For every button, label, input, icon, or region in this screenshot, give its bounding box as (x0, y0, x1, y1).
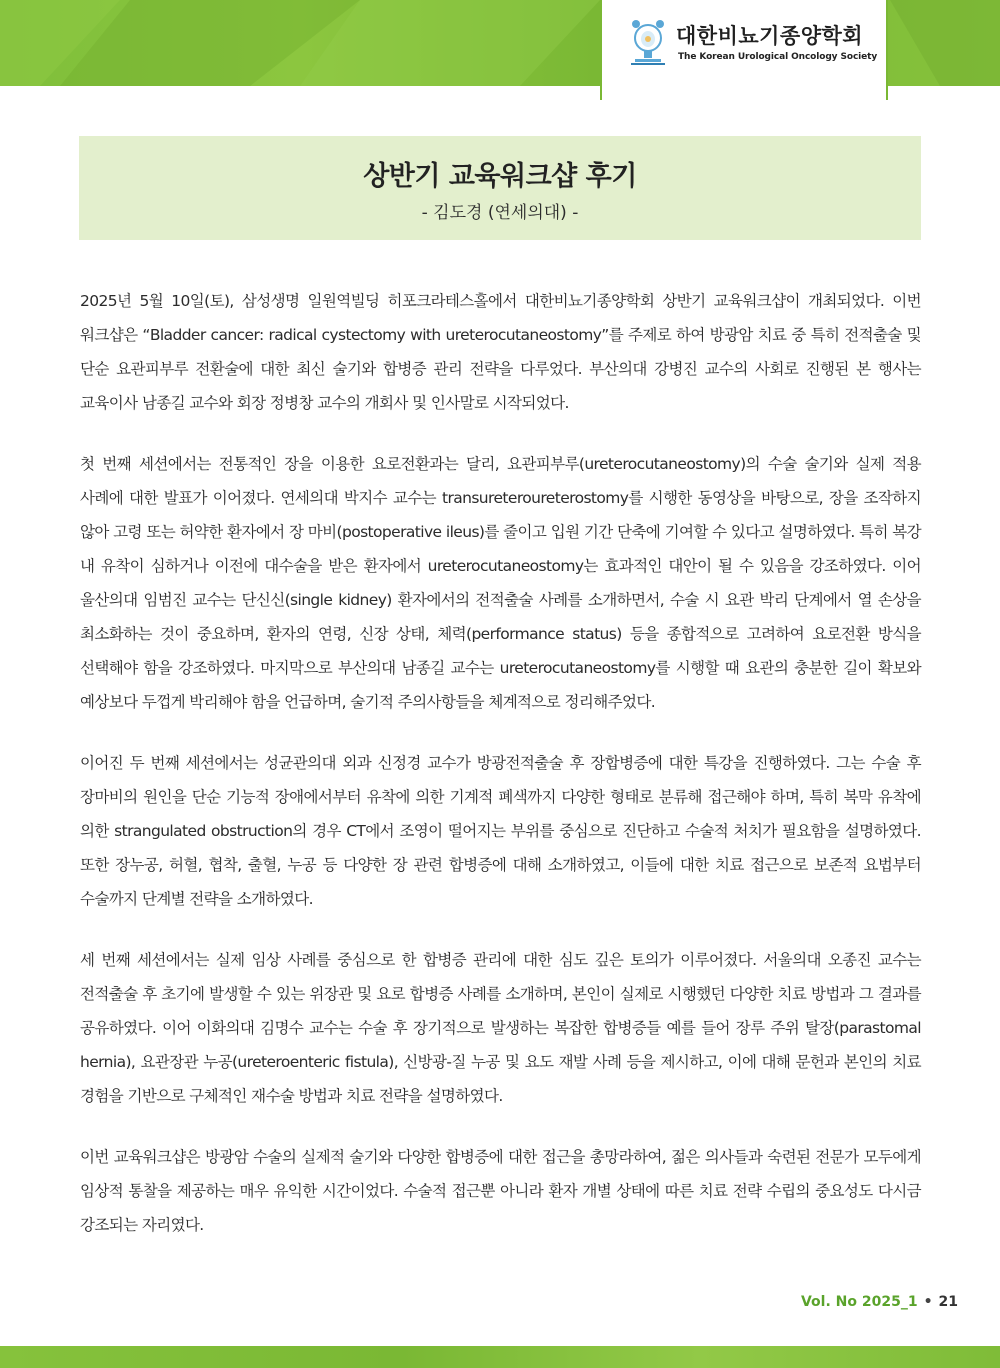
paragraph-4: 세 번째 세션에서는 실제 임상 사례를 중심으로 한 합병증 관리에 대한 심도 깊은 토의가 이루어졌다. 서울의대 오종진 교수는 전적출술 후 초기에 발생할 수 있는 위장관 및 요로 합병증 사례를 소개하며, 본인이 실제로 시행했던 다양한 치료 방법과 그 결과를 공유하였다. 이어 이화의대 김명수 교수는 수술 후 장기적으로 발생하는 복잡한 합병증들 예를 들어 장루 주위 탈장(parastomal hernia), 요관장관 누공(ureteroenteric fistula), 신방광-질 누공 및 요도 재발 사례 등을 제시하고, 이에 대해 문헌과 본인의 치료 경험을 기반으로 구체적인 재수술 방법과 치료 전략을 설명하였다. (80, 951, 921, 1105)
volume-label: Vol. No 2025_1 (800, 1294, 918, 1310)
society-logo (600, 0, 888, 100)
footer-band (0, 1346, 1000, 1368)
article-title: 상반기 교육워크샵 후기 (363, 161, 637, 192)
title-block (79, 136, 921, 240)
paragraph-5: 이번 교육워크샵은 방광암 수술의 실제적 술기와 다양한 합병증에 대한 접근을 총망라하여, 젊은 의사들과 숙련된 전문가 모두에게 임상적 통찰을 제공하는 매우 유익한 시간이었다. 수술적 접근뿐 아니라 환자 개별 상태에 따른 치료 전략 수립의 중요성도 다시금 강조되는 자리였다. (80, 1148, 921, 1234)
society-emblem-icon (627, 18, 669, 66)
paragraph-2: 첫 번째 세션에서는 전통적인 장을 이용한 요로전환과는 달리, 요관피부루(ureterocutaneostomy)의 수술 술기와 실제 적용 사례에 대한 발표가 이어졌다. 연세의대 박지수 교수는 transureteroureterostomy를 시행한 동영상을 바탕으로, 장을 조작하지 않아 고령 또는 허약한 환자에서 장 마비(postoperative ileus)를 줄이고 입원 기간 단축에 기여할 수 있다고 설명하였다. 특히 복강 내 유착이 심하거나 이전에 대수술을 받은 환자에서 ureterocutaneostomy는 효과적인 대안이 될 수 있음을 강조하였다. 이어 울산의대 임범진 교수는 단신신(single kidney) 환자에서의 전적출술 사례를 소개하면서, 수술 시 요관 박리 단계에서 열 손상을 최소화하는 것이 중요하며, 환자의 연령, 신장 상태, 체력(performance status) 등을 종합적으로 고려하여 요로전환 방식을 선택해야 함을 강조하였다. 마지막으로 부산의대 남종길 교수는 ureterocutaneostomy를 시행할 때 요관의 충분한 길이 확보와 예상보다 두껍게 박리해야 함을 언급하며, 술기적 주의사항들을 체계적으로 정리해주었다. (80, 455, 921, 711)
paragraph-1: 2025년 5월 10일(토), 삼성생명 일원역빌딩 히포크라테스홀에서 대한비뇨기종양학회 상반기 교육워크샵이 개최되었다. 이번 워크샵은 “Bladder cancer: radical cystectomy with ureterocutaneostomy”를 주제로 하여 방광암 치료 중 특히 전적출술 및 단순 요관피부루 전환술에 대한 최신 술기와 합병증 관리 전략을 다루었다. 부산의대 강병진 교수의 사회로 진행된 본 행사는 교육이사 남종길 교수와 회장 정병창 교수의 개회사 및 인사말로 시작되었다. (80, 292, 921, 412)
article-author: - 김도경 (연세의대) - (421, 203, 579, 223)
page-footer (801, 1294, 958, 1310)
society-name-english: The Korean Urological Oncology Society (678, 52, 878, 62)
footer-separator: • (923, 1294, 933, 1310)
page-number: 21 (938, 1294, 958, 1310)
article-body (80, 284, 921, 1269)
society-name-korean: 대한비뇨기종양학회 (676, 24, 864, 48)
paragraph-3: 이어진 두 번째 세션에서는 성균관의대 외과 신정경 교수가 방광전적출술 후 장합병증에 대한 특강을 진행하였다. 그는 수술 후 장마비의 원인을 단순 기능적 장애에서부터 유착에 의한 기계적 폐색까지 다양한 형태로 분류해 접근해야 하며, 특히 복막 유착에 의한 strangulated obstruction의 경우 CT에서 조영이 떨어지는 부위를 중심으로 진단하고 수술적 처치가 필요함을 설명하였다. 또한 장누공, 허혈, 협착, 출혈, 누공 등 다양한 장 관련 합병증에 대해 소개하였고, 이들에 대한 치료 접근으로 보존적 요법부터 수술까지 단계별 전략을 소개하였다. (80, 754, 921, 908)
